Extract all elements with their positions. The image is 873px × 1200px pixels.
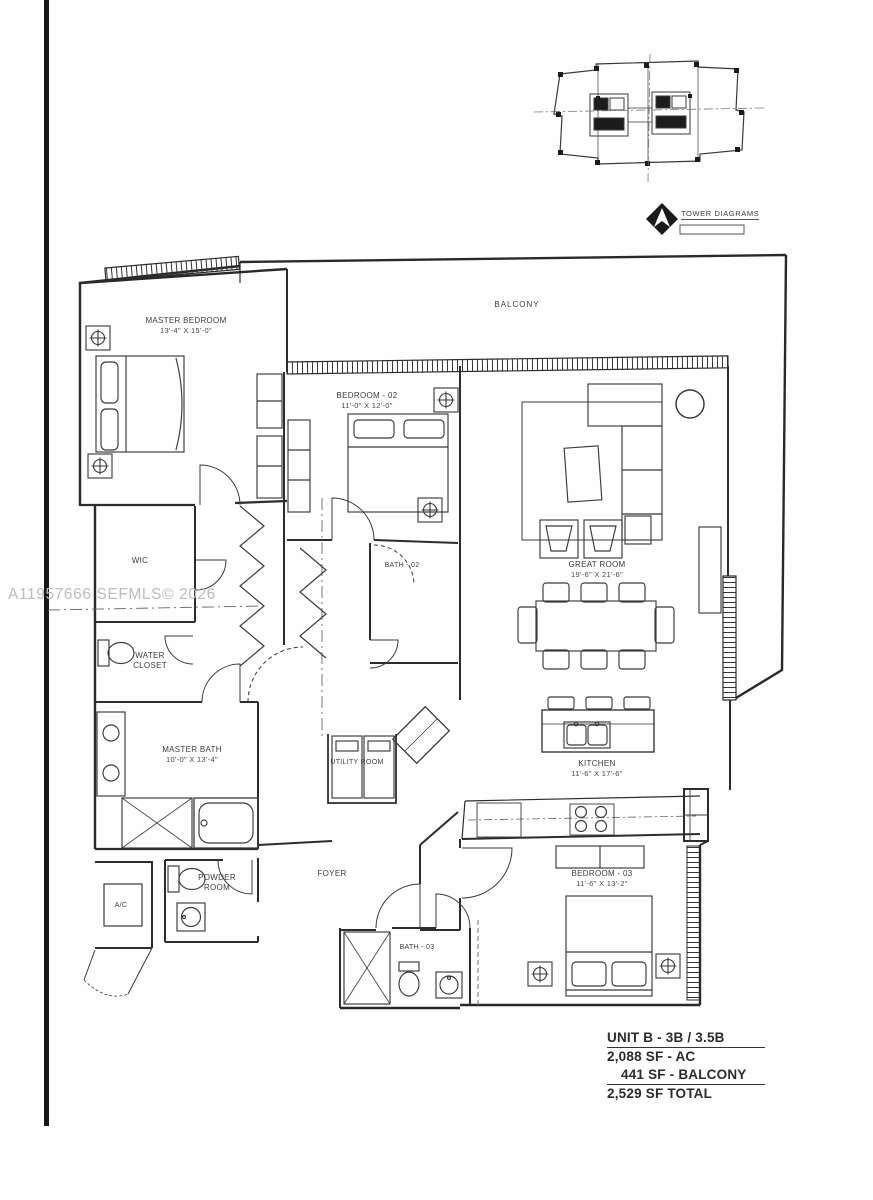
door-swings <box>84 465 512 996</box>
room-name: GREAT ROOM <box>568 560 626 569</box>
room-dims: 13'-4" X 15'-0" <box>160 326 212 335</box>
unit-summary <box>607 1029 765 1103</box>
room-name: KITCHEN <box>578 759 616 768</box>
bedroom-02-label <box>337 391 398 411</box>
master-bedroom-label <box>145 316 226 336</box>
ac-label: A/C <box>114 902 128 909</box>
utility-room-fixtures <box>104 707 449 926</box>
master-bath-label <box>162 745 222 765</box>
master-bedroom-furniture <box>86 326 282 498</box>
room-name: MASTER BEDROOM <box>145 316 227 325</box>
ac-area: 2,088 SF - AC <box>607 1049 696 1064</box>
kitchen-label <box>571 759 622 779</box>
room-dims: 10'-0" X 13'-4" <box>166 755 218 764</box>
tower-key-plan <box>534 54 764 182</box>
north-arrow-icon <box>646 203 678 235</box>
mls-watermark: A11957666 SEFMLS© 2026 <box>8 586 216 603</box>
unit-name: UNIT B - 3B / 3.5B <box>607 1029 765 1048</box>
room-dims: 11'-0" X 12'-0" <box>341 401 393 410</box>
great-room-furniture <box>518 384 721 669</box>
wic-label: WIC <box>131 556 149 565</box>
interior-walls <box>80 269 730 1008</box>
bath-02-label: BATH - 02 <box>384 562 420 569</box>
foyer-label: FOYER <box>317 869 347 878</box>
bedroom-03-label <box>572 869 633 889</box>
room-name: CLOSET <box>133 661 167 670</box>
total-area: 2,529 SF TOTAL <box>607 1086 713 1101</box>
room-name: BEDROOM - 03 <box>571 869 633 878</box>
room-name: ROOM <box>203 883 231 892</box>
tower-diagrams-label: TOWER DIAGRAMS <box>681 209 760 218</box>
room-name: POWDER <box>198 873 236 882</box>
bath-03-label: BATH - 03 <box>399 944 435 951</box>
great-room-label <box>569 560 626 580</box>
tower-legend-box <box>680 225 744 234</box>
room-name: MASTER BATH <box>162 745 222 754</box>
powder-room-label <box>198 873 236 893</box>
room-dims: 11'-6" X 13'-2" <box>576 879 628 888</box>
balcony-area: 441 SF - BALCONY <box>607 1066 765 1085</box>
master-bath-fixtures <box>97 640 258 848</box>
room-name: WATER <box>135 651 165 660</box>
room-name: BEDROOM - 02 <box>336 391 398 400</box>
room-dims: 19'-6" X 21'-6" <box>571 570 623 579</box>
balcony-label: BALCONY <box>494 300 540 309</box>
utility-room-label: UTILITY ROOM <box>330 759 384 766</box>
water-closet-label <box>133 651 167 671</box>
room-dims: 11'-6" X 17'-6" <box>571 769 623 778</box>
